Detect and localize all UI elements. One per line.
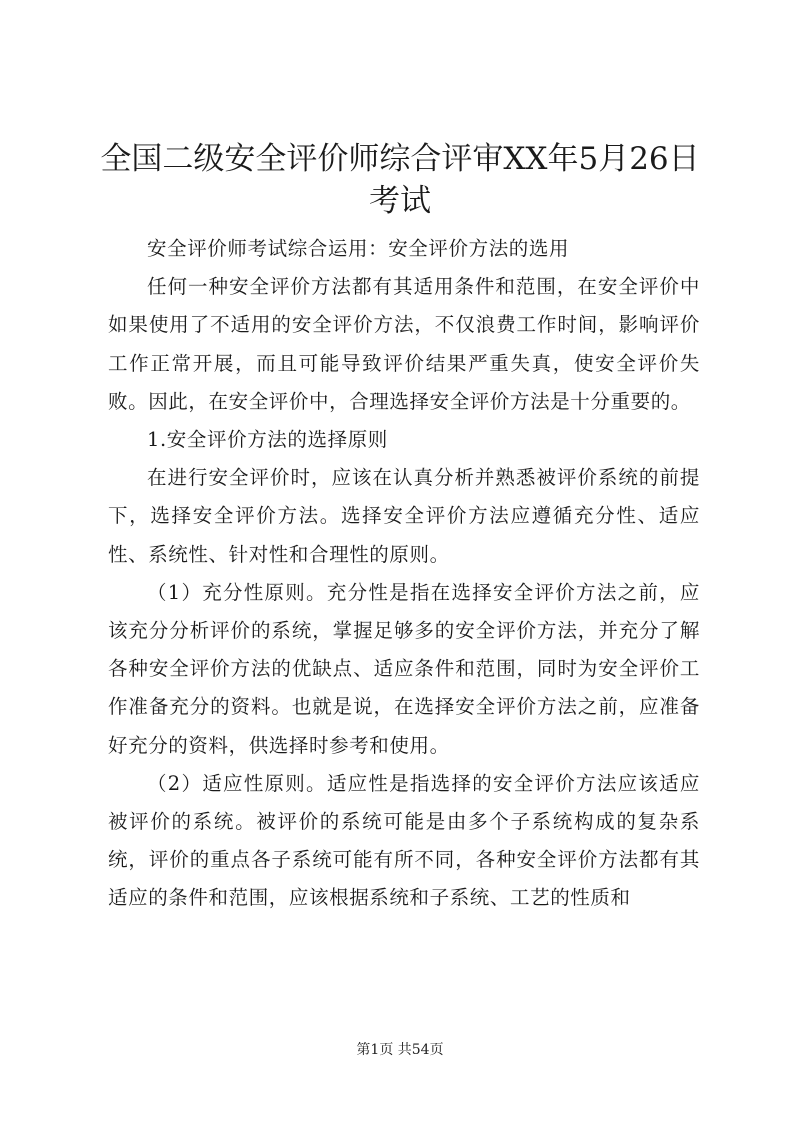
- paragraph-sufficiency-principle: （1）充分性原则。充分性是指在选择安全评价方法之前，应该充分分析评价的系统，掌握足够多的安全评价方法，并充分了解各种安全评价方法的优缺点、适应条件和范围，同时为安全评价工作准备充分的资料。也就是说，在选择安全评价方法之前，应准备好充分的资料，供选择时参考和使用。: [108, 580, 700, 757]
- document-body: [108, 230, 700, 918]
- paragraph-adaptability-principle: （2）适应性原则。适应性是指选择的安全评价方法应该适应被评价的系统。被评价的系统可能是由多个子系统构成的复杂系统，评价的重点各子系统可能有所不同，各种安全评价方法都有其适应的条件和范围，应该根据系统和子系统、工艺的性质和: [108, 771, 700, 910]
- paragraph-principles-heading: 1.安全评价方法的选择原则: [147, 428, 388, 452]
- document-title: 全国二级安全评价师综合评审XX年5月26日考试: [100, 141, 700, 219]
- paragraph-principles-overview: 在进行安全评价时，应该在认真分析并熟悉被评价系统的前提下，选择安全评价方法。选择安全评价方法应遵循充分性、适应性、系统性、针对性和合理性的原则。: [108, 466, 700, 566]
- paragraph-section-heading: 安全评价师考试综合运用：安全评价方法的选用: [147, 237, 570, 260]
- page-footer: 第1页 共54页: [356, 1042, 444, 1058]
- paragraph-intro: 任何一种安全评价方法都有其适用条件和范围，在安全评价中如果使用了不适用的安全评价方法，不仅浪费工作时间，影响评价工作正常开展，而且可能导致评价结果严重失真，使安全评价失败。因此，在安全评价中，合理选择安全评价方法是十分重要的。: [108, 275, 700, 413]
